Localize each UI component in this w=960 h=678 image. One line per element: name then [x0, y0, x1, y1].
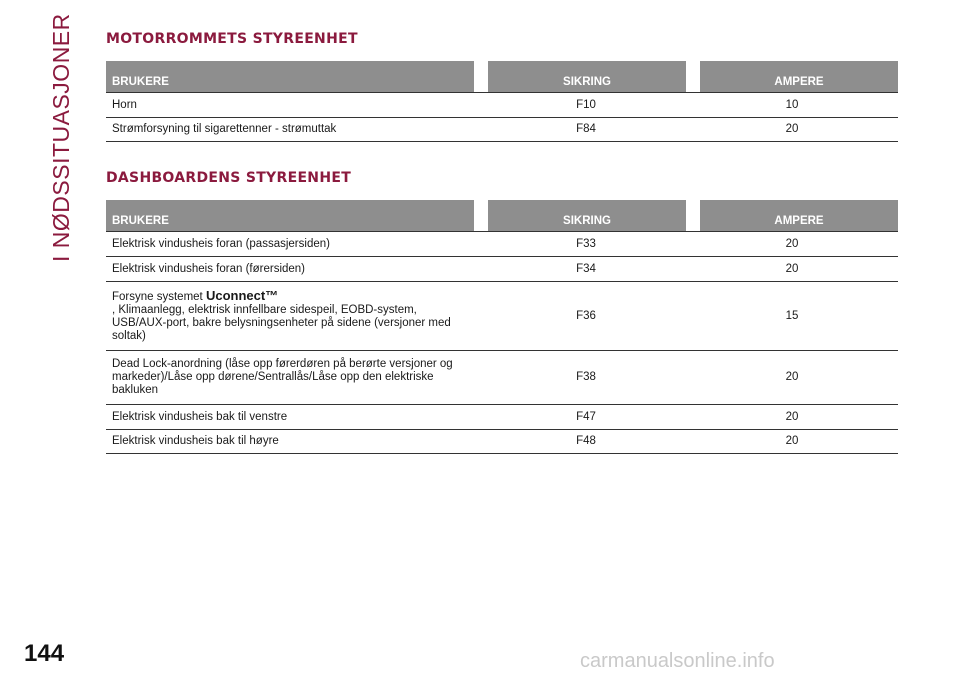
table-header — [106, 200, 898, 231]
cell-user: Elektrisk vindusheis bak til høyre — [112, 435, 279, 447]
cell-ampere: 10 — [785, 98, 799, 111]
table-row — [106, 281, 898, 350]
cell-fuse: F47 — [576, 410, 596, 423]
watermark-text: carmanualsonline.info — [580, 650, 775, 672]
column-header-ampere: AMPERE — [700, 200, 898, 231]
engine-fuse-table — [106, 61, 898, 142]
cell-user: Horn — [112, 98, 137, 111]
cell-fuse: F34 — [576, 262, 596, 275]
column-header-users: BRUKERE — [106, 200, 474, 231]
cell-ampere: 20 — [785, 262, 799, 275]
column-header-fuse: SIKRING — [488, 61, 686, 92]
table-row — [106, 256, 898, 281]
cell-ampere: 20 — [785, 237, 799, 250]
cell-fuse: F10 — [576, 98, 596, 111]
uconnect-brand: Uconnect™ — [205, 288, 279, 303]
cell-user: Elektrisk vindusheis foran (førersiden) — [112, 262, 306, 275]
dashboard-fuse-table — [106, 200, 898, 454]
table-row — [106, 92, 898, 117]
cell-fuse: F48 — [576, 435, 596, 447]
cell-ampere: 20 — [785, 410, 799, 423]
table-row — [106, 231, 898, 256]
table-row — [106, 404, 898, 429]
table-row — [106, 429, 898, 454]
chapter-title: I NØDSSITUASJONER — [48, 13, 74, 262]
cell-fuse: F38 — [576, 371, 596, 383]
column-header-users: BRUKERE — [106, 61, 474, 92]
cell-ampere: 20 — [785, 435, 799, 447]
cell-ampere: 15 — [785, 309, 799, 322]
column-header-ampere: AMPERE — [700, 61, 898, 92]
cell-ampere: 20 — [785, 123, 799, 135]
cell-user-prefix: Forsyne systemet — [112, 291, 203, 303]
cell-fuse: F33 — [576, 237, 596, 250]
cell-fuse: F84 — [576, 123, 596, 135]
cell-user — [106, 358, 486, 397]
cell-ampere: 20 — [785, 371, 799, 383]
cell-user — [106, 289, 486, 343]
table-row — [106, 350, 898, 404]
cell-user: Elektrisk vindusheis foran (passasjersiden) — [112, 237, 330, 250]
dashboard-section-heading: DASHBOARDENS STYREENHET — [106, 170, 352, 186]
cell-fuse: F36 — [576, 309, 596, 322]
table-header — [106, 61, 898, 92]
cell-user-text: Dead Lock-anordning (låse opp førerdøren på berørte versjoner og markeder)/Låse opp dørene/Sentrallås/Låse opp den elektriske bakluken — [112, 358, 453, 396]
cell-user-suffix: , Klimaanlegg, elektrisk innfellbare sidespeil, EOBD-system, USB/AUX-port, bakre belysningsenheter på sidene (versjoner med soltak) — [112, 304, 451, 342]
page-number: 144 — [24, 640, 65, 667]
cell-user: Strømforsyning til sigarettenner - strømuttak — [112, 123, 337, 135]
column-header-fuse: SIKRING — [488, 200, 686, 231]
engine-section-heading: MOTORROMMETS STYREENHET — [106, 31, 358, 47]
table-row — [106, 117, 898, 142]
cell-user: Elektrisk vindusheis bak til venstre — [112, 410, 288, 423]
